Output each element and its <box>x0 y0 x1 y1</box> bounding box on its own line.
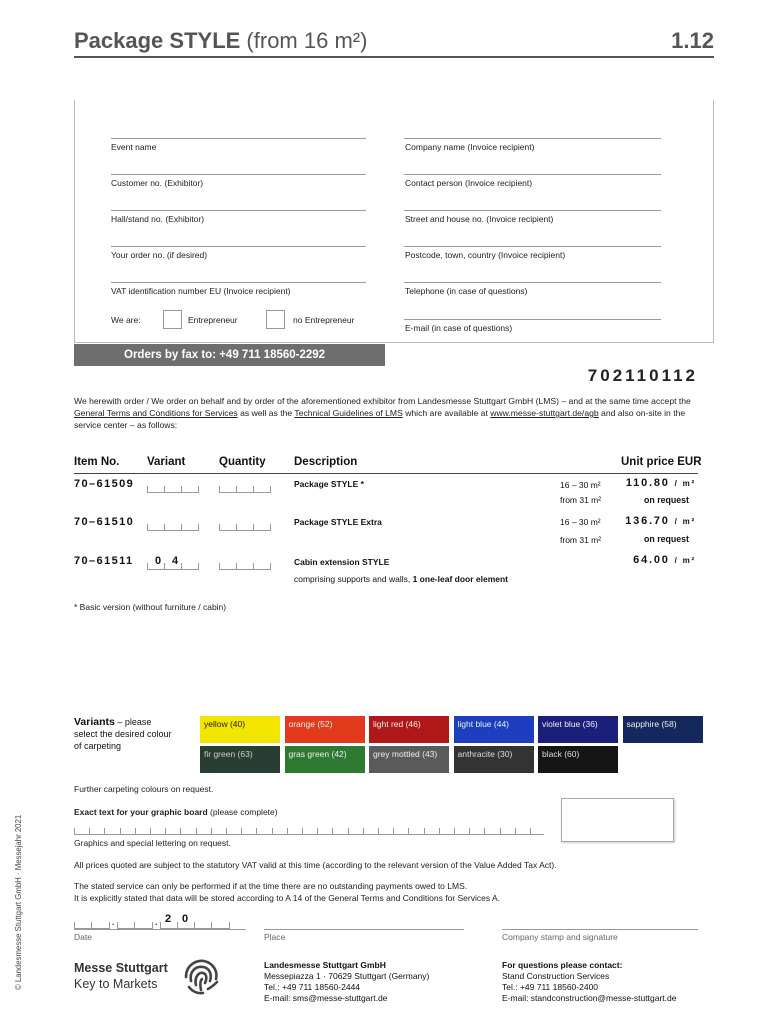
service-note <box>74 880 500 904</box>
page-title <box>74 28 367 54</box>
color-swatch[interactable]: fir green (63) <box>200 746 280 773</box>
street-label: Street and house no. (Invoice recipient) <box>405 214 554 224</box>
brand-name: Messe Stuttgart <box>74 961 168 975</box>
stamp-label: Company stamp and signature <box>502 932 618 942</box>
customer-no-label: Customer no. (Exhibitor) <box>111 178 204 188</box>
guidelines-link[interactable]: Technical Guidelines of LMS <box>294 408 403 418</box>
title-rest: (from 16 m²) <box>240 28 368 53</box>
header-variant: Variant <box>147 456 186 468</box>
sub-bold: 1 one-leaf door element <box>412 574 509 584</box>
item-no-61511: 70–61511 <box>74 555 134 567</box>
exact-text-rest: (please complete) <box>207 807 278 817</box>
header-item-no: Item No. <box>74 456 120 468</box>
company-email[interactable]: E-mail: sms@messe-stuttgart.de <box>264 993 388 1003</box>
date-separator: . <box>112 917 115 927</box>
color-swatch[interactable]: light red (46) <box>369 716 449 743</box>
price-unit: / m² <box>674 479 696 488</box>
intro-text: as well as the <box>237 408 295 418</box>
color-swatch[interactable]: orange (52) <box>285 716 365 743</box>
price-value: 136.70 <box>625 515 670 527</box>
order-form-box <box>74 100 714 343</box>
graphics-note: Graphics and special lettering on request. <box>74 838 231 848</box>
color-swatch[interactable]: grey mottled (43) <box>369 746 449 773</box>
field-line[interactable] <box>111 282 366 283</box>
field-line[interactable] <box>111 174 366 175</box>
field-line[interactable] <box>111 210 366 211</box>
price-on-request: on request <box>644 495 689 505</box>
date-label: Date <box>74 932 92 942</box>
contact-dept: Stand Construction Services <box>502 971 610 981</box>
variants-subtitle: of carpeting <box>74 741 122 751</box>
stamp-line[interactable] <box>502 929 698 930</box>
variant-digit: 0 <box>155 555 163 567</box>
postcode-label: Postcode, town, country (Invoice recipient) <box>405 250 566 260</box>
place-label: Place <box>264 932 286 942</box>
color-swatch[interactable]: sapphire (58) <box>623 716 703 743</box>
price-unit: / m² <box>674 517 696 526</box>
graphic-text-input[interactable] <box>74 827 544 835</box>
vat-note: All prices quoted are subject to the statutory VAT valid at this time (according to the relevant version of the Value Added Tax Act). <box>74 860 557 870</box>
cabin-sub-description <box>294 574 508 584</box>
graphic-board-preview-box[interactable] <box>561 798 674 842</box>
exact-text-bold: Exact text for your graphic board <box>74 807 208 817</box>
color-swatch[interactable]: anthracite (30) <box>454 746 534 773</box>
price-unit: / m² <box>674 556 696 565</box>
variant-input[interactable] <box>147 485 199 493</box>
variant-input[interactable] <box>147 523 199 531</box>
date-month-input[interactable] <box>117 921 153 929</box>
fax-bar: Orders by fax to: +49 711 18560-2292 <box>74 344 385 366</box>
variants-title: Variants <box>74 716 115 728</box>
contact-title: For questions please contact: <box>502 960 623 970</box>
intro-text: We herewith order / We order on behalf and by order of the aforementioned exhibitor from Landesmesse Stuttgart GmbH (LMS) – and at the same time accept the <box>74 396 691 406</box>
field-line[interactable] <box>404 210 661 211</box>
agb-link[interactable]: www.messe-stuttgart.de/agb <box>490 408 599 418</box>
company-phone: Tel.: +49 711 18560-2444 <box>264 982 361 992</box>
unit-price <box>620 477 696 489</box>
field-line[interactable] <box>404 319 661 320</box>
field-line[interactable] <box>111 138 366 139</box>
header-unit-price: Unit price EUR <box>621 456 702 468</box>
contact-phone: Tel.: +49 711 18560-2400 <box>502 982 599 992</box>
contact-person-label: Contact person (Invoice recipient) <box>405 178 533 188</box>
variants-subtitle: – please <box>114 717 152 727</box>
date-line <box>74 929 246 930</box>
title-bold: Package STYLE <box>74 28 241 53</box>
field-line[interactable] <box>404 246 661 247</box>
table-header-rule <box>74 473 698 474</box>
event-name-label: Event name <box>111 142 157 152</box>
intro-text: and also on-site in the service center – as follows: <box>74 408 686 430</box>
contact-email[interactable]: E-mail: standconstruction@messe-stuttgart.de <box>502 993 677 1003</box>
no-entrepreneur-checkbox[interactable] <box>266 310 285 329</box>
we-are-label: We are: <box>111 315 141 325</box>
color-swatch[interactable]: violet blue (36) <box>538 716 618 743</box>
color-swatch[interactable]: gras green (42) <box>285 746 365 773</box>
company-name: Landesmesse Stuttgart GmbH <box>264 960 386 970</box>
contact-info <box>502 960 676 1004</box>
intro-paragraph <box>74 395 714 431</box>
date-day-input[interactable] <box>74 921 110 929</box>
quantity-input[interactable] <box>219 485 271 493</box>
year-digit: 2 <box>165 913 173 925</box>
service-note-2: It is explicitly stated that data will be stored according to A 14 of the General Terms and Conditions for Services A. <box>74 893 501 903</box>
description-cabin-extension: Cabin extension STYLE <box>294 557 390 567</box>
field-line[interactable] <box>404 282 661 283</box>
vat-id-label: VAT identification number EU (Invoice recipient) <box>111 286 291 296</box>
price-value: 110.80 <box>625 477 670 489</box>
sub-plain: comprising supports and walls, <box>294 574 413 584</box>
unit-price <box>620 515 696 527</box>
color-swatch[interactable]: black (60) <box>538 746 618 773</box>
quantity-input[interactable] <box>219 523 271 531</box>
brand-text <box>74 960 168 992</box>
company-name-label: Company name (Invoice recipient) <box>405 142 535 152</box>
company-address <box>264 960 429 1004</box>
place-line[interactable] <box>264 929 464 930</box>
entrepreneur-label: Entrepreneur <box>188 315 238 325</box>
further-colours-note: Further carpeting colours on request. <box>74 784 214 794</box>
exact-text-label <box>74 807 278 817</box>
order-number: 702110112 <box>587 366 698 385</box>
range-from-31: from 31 m² <box>560 495 602 505</box>
header-description: Description <box>294 456 358 468</box>
range-from-31: from 31 m² <box>560 535 602 545</box>
entrepreneur-checkbox[interactable] <box>163 310 182 329</box>
brand-tagline: Key to Markets <box>74 977 158 991</box>
no-entrepreneur-label: no Entrepreneur <box>293 315 355 325</box>
item-no-61510: 70–61510 <box>74 516 135 528</box>
price-on-request: on request <box>644 534 689 544</box>
description-package-style: Package STYLE * <box>294 479 364 489</box>
email-label: E-mail (in case of questions) <box>405 323 513 333</box>
variants-label <box>74 716 172 752</box>
field-line[interactable] <box>404 174 661 175</box>
page-number: 1.12 <box>671 28 714 53</box>
basic-version-note: * Basic version (without furniture / cabin) <box>74 602 227 612</box>
copyright-vertical: © Landesmesse Stuttgart GmbH · Messejahr 2021 <box>14 814 23 990</box>
year-digit: 0 <box>182 913 190 925</box>
header-quantity: Quantity <box>219 456 266 468</box>
header-rule <box>74 56 714 58</box>
order-no-label: Your order no. (if desired) <box>111 250 208 260</box>
price-value: 64.00 <box>633 554 670 566</box>
date-separator: . <box>155 917 158 927</box>
service-note-1: The stated service can only be performed if at the time there are no outstanding payments owed to LMS. <box>74 881 468 891</box>
variant-digit: 4 <box>172 555 180 567</box>
telephone-label: Telephone (in case of questions) <box>405 286 528 296</box>
quantity-input[interactable] <box>219 562 271 570</box>
terms-link[interactable]: General Terms and Conditions for Services <box>74 408 238 418</box>
hall-stand-label: Hall/stand no. (Exhibitor) <box>111 214 205 224</box>
item-no-61509: 70–61509 <box>74 478 135 490</box>
field-line[interactable] <box>404 138 661 139</box>
company-street: Messepiazza 1 · 70629 Stuttgart (Germany) <box>264 971 430 981</box>
intro-text: which are available at <box>402 408 491 418</box>
description-package-style-extra: Package STYLE Extra <box>294 517 382 527</box>
range-16-30: 16 – 30 m² <box>560 480 601 490</box>
color-swatch[interactable]: light blue (44) <box>454 716 534 743</box>
field-line[interactable] <box>111 246 366 247</box>
variants-subtitle: select the desired colour <box>74 729 172 739</box>
unit-price <box>620 554 696 566</box>
range-16-30: 16 – 30 m² <box>560 517 601 527</box>
fingerprint-logo-icon <box>180 955 222 997</box>
color-swatch[interactable]: yellow (40) <box>200 716 280 743</box>
